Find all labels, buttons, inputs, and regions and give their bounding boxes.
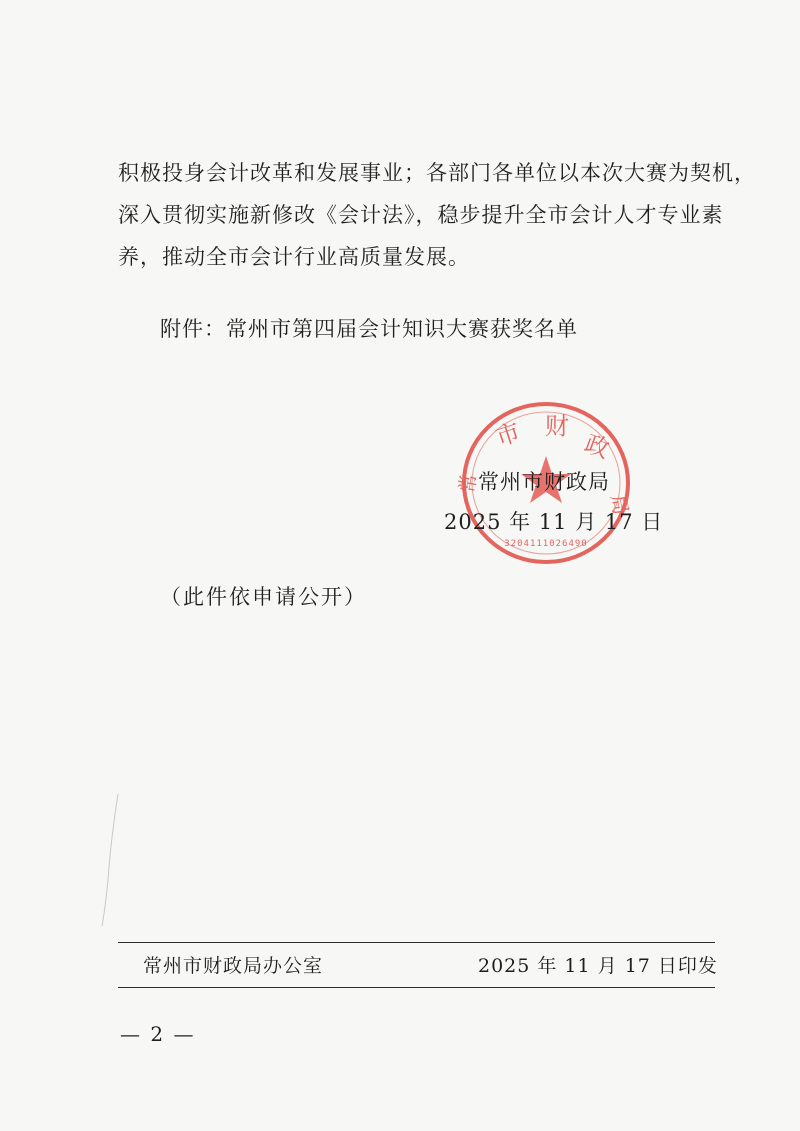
disclosure-note: （此件依申请公开）	[160, 585, 367, 609]
footer-divider-bottom	[118, 987, 715, 988]
svg-text:财: 财	[545, 412, 569, 440]
page-number: — 2 —	[120, 1022, 196, 1046]
svg-text:政: 政	[580, 429, 614, 464]
body-line: 积极投身会计改革和发展事业；各部门各单位以本次大赛为契机，	[118, 161, 756, 185]
svg-text:市: 市	[492, 417, 524, 452]
body-line: 养，推动全市会计行业高质量发展。	[118, 245, 470, 269]
scan-artifact	[96, 790, 126, 930]
issue-date: 2025 年 11 月 17 日	[444, 510, 664, 534]
attachment-line: 附件：常州市第四届会计知识大赛获奖名单	[160, 317, 578, 341]
footer-office: 常州市财政局办公室	[143, 955, 324, 977]
svg-text:局: 局	[606, 492, 634, 517]
svg-text:常: 常	[454, 471, 482, 495]
footer-divider-top	[118, 942, 715, 943]
issuer-name: 常州市财政局	[478, 470, 610, 494]
footer-print-date: 2025 年 11 月 17 日印发	[478, 955, 718, 977]
body-paragraph	[118, 152, 756, 278]
body-line: 深入贯彻实施新修改《会计法》，稳步提升全市会计人才专业素	[118, 203, 724, 227]
svg-text:3204111026490: 3204111026490	[504, 539, 588, 549]
